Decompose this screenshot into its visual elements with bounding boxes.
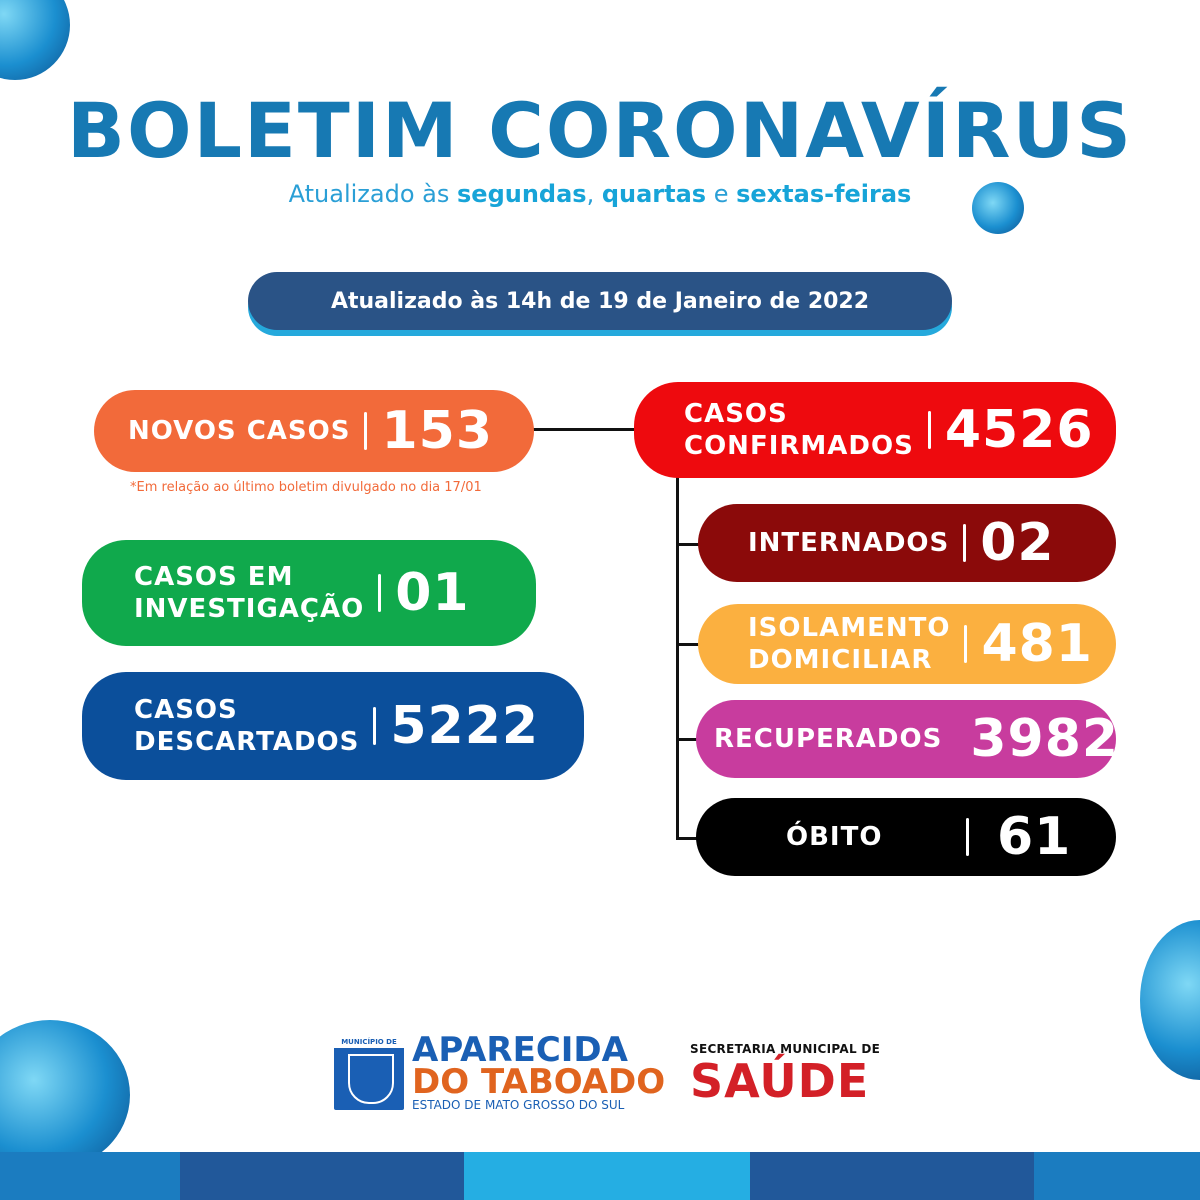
casos-investigacao-value: 01	[395, 563, 470, 623]
page-subtitle	[0, 176, 1200, 212]
saude-logo-text: SAÚDE	[690, 1054, 870, 1108]
city-name-line2: DO TABOADO	[412, 1062, 666, 1102]
casos-descartados-label	[134, 694, 359, 758]
casos-investigacao-card	[82, 540, 536, 646]
divider	[378, 574, 381, 612]
casos-descartados-label-line1: CASOS	[134, 695, 238, 725]
footer-stripe	[464, 1152, 750, 1200]
update-date-badge: Atualizado às 14h de 19 de Janeiro de 2022	[248, 272, 952, 330]
casos-confirmados-label-line1: CASOS	[684, 399, 788, 429]
divider	[373, 707, 376, 745]
connector-line	[676, 543, 700, 546]
footer-stripe	[1034, 1152, 1200, 1200]
obito-label: ÓBITO	[786, 822, 883, 852]
footer-stripe	[180, 1152, 464, 1200]
casos-investigacao-label-line2: INVESTIGAÇÃO	[134, 594, 365, 624]
divider	[966, 818, 969, 856]
subtitle-sep2: e	[706, 180, 737, 208]
isolamento-label	[748, 612, 950, 676]
city-name-line1: APARECIDA	[412, 1030, 628, 1070]
divider	[964, 625, 967, 663]
internados-value: 02	[980, 513, 1055, 573]
crest-shield-icon	[348, 1054, 394, 1104]
novos-casos-note: *Em relação ao último boletim divulgado no dia 17/01	[130, 480, 482, 495]
virus-icon	[1140, 920, 1200, 1080]
isolamento-label-line2: DOMICILIAR	[748, 645, 933, 675]
isolamento-value: 481	[981, 614, 1093, 674]
internados-card	[698, 504, 1116, 582]
connector-line	[676, 470, 679, 840]
casos-confirmados-label	[684, 398, 914, 462]
novos-casos-card	[94, 390, 534, 472]
divider	[364, 412, 367, 450]
secretaria-label: SECRETARIA MUNICIPAL DE	[690, 1042, 881, 1056]
casos-confirmados-value: 4526	[944, 400, 1094, 460]
casos-investigacao-label-line1: CASOS EM	[134, 562, 294, 592]
casos-investigacao-label	[134, 561, 364, 625]
footer-stripe	[750, 1152, 1034, 1200]
isolamento-label-line1: ISOLAMENTO	[748, 613, 951, 643]
internados-label: INTERNADOS	[748, 528, 950, 558]
divider	[928, 411, 931, 449]
city-state-line: ESTADO DE MATO GROSSO DO SUL	[412, 1098, 625, 1112]
subtitle-prefix: Atualizado às	[288, 180, 457, 208]
casos-descartados-value: 5222	[390, 696, 540, 756]
isolamento-domiciliar-card	[698, 604, 1116, 684]
recuperados-value: 3982	[970, 709, 1120, 769]
subtitle-sep1: ,	[586, 180, 602, 208]
footer-stripe	[0, 1152, 180, 1200]
recuperados-card	[696, 700, 1120, 778]
recuperados-label: RECUPERADOS	[714, 724, 943, 754]
casos-confirmados-label-line2: CONFIRMADOS	[684, 431, 914, 461]
page-title: BOLETIM CORONAVÍRUS	[67, 86, 1133, 175]
crest-label: MUNICÍPIO DE	[334, 1036, 404, 1048]
casos-confirmados-card	[634, 382, 1116, 478]
virus-icon	[0, 0, 70, 80]
municipality-crest-logo	[334, 1036, 404, 1110]
virus-icon	[0, 1020, 130, 1170]
subtitle-day2: quartas	[601, 180, 707, 208]
casos-descartados-card	[82, 672, 584, 780]
novos-casos-value: 153	[381, 401, 494, 461]
subtitle-day3: sextas-feiras	[736, 180, 912, 208]
connector-line	[526, 428, 638, 431]
subtitle-day1: segundas	[457, 180, 587, 208]
obito-value: 61	[997, 807, 1072, 867]
obito-card	[696, 798, 1116, 876]
casos-descartados-label-line2: DESCARTADOS	[134, 727, 360, 757]
connector-line	[676, 643, 700, 646]
novos-casos-label: NOVOS CASOS	[128, 416, 351, 446]
divider	[963, 524, 966, 562]
